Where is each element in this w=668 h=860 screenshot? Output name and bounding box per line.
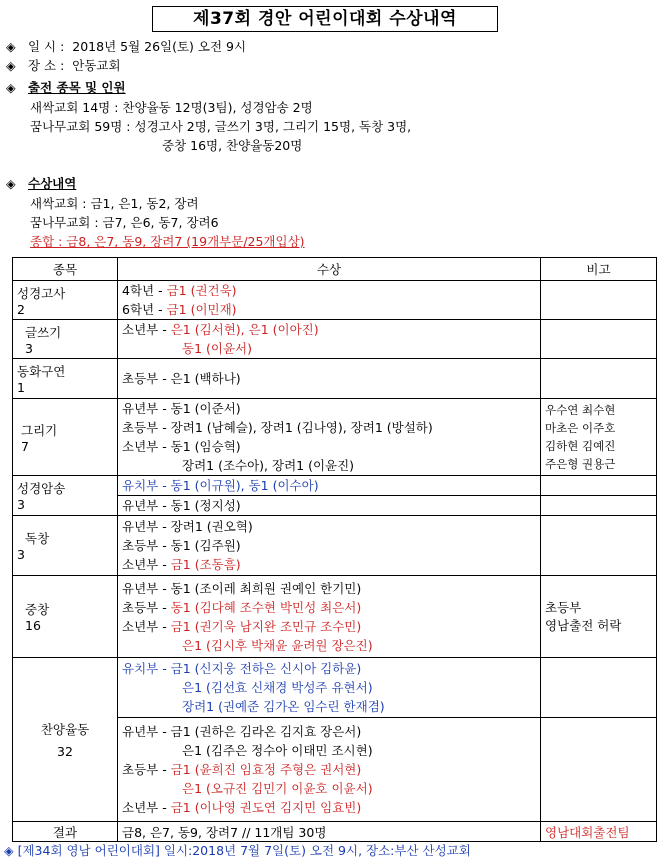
award-text: 은1 (김선효 신채경 박성주 유현서): [182, 680, 373, 695]
awards-cell: [118, 718, 541, 822]
award-text: 은1 (김시후 박채윤 윤려원 장은진): [182, 637, 373, 653]
category-count: 3: [17, 497, 25, 512]
table-row: [13, 822, 657, 842]
awards-cell: [118, 399, 541, 476]
diamond-bullet-icon: ◈: [6, 176, 16, 191]
award-prefix: 6학년 -: [122, 302, 167, 317]
note-cell: [541, 718, 657, 822]
footer-row: [4, 841, 471, 859]
category-count: 7: [21, 438, 29, 454]
diamond-bullet-icon: ◈: [4, 843, 14, 858]
award-text: 유치부 - 금1 (신지웅 전하은 신시아 김하윤): [122, 661, 362, 676]
award-text: 초등부 - 장려1 (남혜슬), 장려1 (김나영), 장려1 (방설하): [122, 420, 433, 435]
note-cell: [541, 496, 657, 516]
awards-cell: [118, 476, 541, 496]
category-name: 독창: [25, 531, 50, 546]
awards-cell: [118, 516, 541, 576]
table-row: [13, 576, 657, 658]
summary-line: 꿈나무교회 : 금7, 은6, 동7, 장려6: [30, 215, 219, 230]
award-text: 유년부 - 동1 (이준서): [122, 401, 241, 416]
diamond-bullet-icon: ◈: [6, 58, 16, 73]
note-cell: [541, 516, 657, 576]
awards-cell: [118, 496, 541, 516]
category-cell: [13, 399, 118, 476]
category-cell: [13, 658, 118, 822]
category-cell: [13, 320, 118, 359]
award-text: 초등부 - 은1 (백하나): [122, 371, 241, 386]
award-text: 금1 (이나영 권도연 김지민 임효빈): [170, 800, 362, 815]
result-text: 금8, 은7, 동9, 장려7 // 11개팀 30명: [118, 822, 541, 842]
award-prefix: 초등부 -: [122, 762, 171, 777]
table-row: [13, 399, 657, 476]
note-cell: [541, 359, 657, 399]
entries-line: 새싹교회 14명 : 찬양율동 12명(3팀), 성경암송 2명: [30, 100, 313, 115]
award-text: 금1 (윤희진 임효정 주형은 권서현): [170, 762, 362, 777]
award-text: 장려1 (조수아), 장려1 (이윤진): [182, 458, 355, 473]
entries-line: 꿈나무교회 59명 : 성경고사 2명, 글쓰기 3명, 그리기 15명, 독창 3명,: [30, 119, 412, 134]
award-text: 금1 (조동흠): [170, 557, 241, 572]
award-prefix: 소년부 -: [122, 557, 171, 572]
note-cell: [541, 658, 657, 718]
award-text: 금1 (권건욱): [166, 283, 237, 298]
category-count: 2: [17, 301, 25, 317]
header-category: 종목: [13, 258, 118, 281]
entries-heading: 출전 종목 및 인원: [28, 80, 126, 95]
summary-heading: 수상내역: [28, 176, 77, 191]
footer-text: [제34회 영남 어린이대회] 일시:2018년 7월 7일(토) 오전 9시, 장소:부산 산성교회: [17, 843, 471, 858]
category-cell: [13, 281, 118, 320]
category-name: 찬양율동: [40, 722, 90, 737]
award-text: 초등부 - 동1 (김주원): [122, 538, 241, 553]
date-row: [6, 38, 246, 55]
summary-total: 종합 : 금8, 은7, 동9, 장려7 (19개부문/25개입상): [30, 234, 305, 249]
note-line: 김하현 김예진: [545, 439, 616, 453]
page-title: 제37회 경안 어린이대회 수상내역: [152, 6, 498, 32]
award-text: 은1 (김서현), 은1 (이아진): [170, 322, 319, 337]
category-cell: [13, 576, 118, 658]
result-label: 결과: [13, 822, 118, 842]
result-note: 영남대회출전팀: [541, 822, 657, 842]
category-cell: [13, 516, 118, 576]
diamond-bullet-icon: ◈: [6, 80, 16, 95]
note-line: 마초은 이주호: [545, 421, 616, 435]
table-row: [13, 359, 657, 399]
category-count: 1: [17, 380, 25, 395]
awards-cell: [118, 281, 541, 320]
category-count: 32: [57, 744, 73, 759]
note-cell: [541, 281, 657, 320]
awards-table: [12, 257, 657, 842]
awards-cell: [118, 359, 541, 399]
diamond-bullet-icon: ◈: [6, 39, 16, 54]
table-row: [13, 476, 657, 496]
award-text: 은1 (김주은 정수아 이태민 조시현): [182, 743, 373, 758]
category-name: 그리기: [21, 422, 58, 438]
table-row: [13, 516, 657, 576]
note-line: 초등부: [545, 599, 582, 615]
award-text: 은1 (오규진 김민기 이윤호 이윤서): [182, 781, 373, 796]
header-note: 비고: [541, 258, 657, 281]
table-row: [13, 320, 657, 359]
category-count: 3: [25, 340, 33, 356]
note-line: 영남출전 허락: [545, 617, 622, 633]
award-prefix: 초등부 -: [122, 599, 171, 615]
category-cell: [13, 476, 118, 516]
summary-line: 새싹교회 : 금1, 은1, 동2, 장려: [30, 196, 199, 211]
award-prefix: 소년부 -: [122, 800, 171, 815]
award-text: 유년부 - 동1 (정지성): [122, 498, 241, 513]
entries-heading-row: [6, 79, 126, 96]
awards-cell: [118, 576, 541, 658]
note-cell: [541, 320, 657, 359]
place-row: [6, 57, 121, 74]
award-text: 유년부 - 금1 (권하은 김라온 김지효 장은서): [122, 724, 362, 739]
awards-cell: [118, 320, 541, 359]
award-text: 금1 (이민재): [166, 302, 237, 317]
place-label: 장 소 :: [28, 58, 65, 73]
award-text: 유치부 - 동1 (이규원), 동1 (이수아): [122, 478, 319, 493]
note-line: 우수연 최수현: [545, 403, 616, 417]
entries-line: 중창 16명, 찬양율동20명: [162, 138, 303, 153]
category-name: 글쓰기: [25, 324, 62, 340]
category-name: 성경고사: [17, 285, 66, 301]
award-text: 유년부 - 동1 (조이레 최희원 권예인 한기민): [122, 580, 362, 596]
summary-heading-row: [6, 175, 76, 192]
note-cell: [541, 399, 657, 476]
category-count: 16: [25, 618, 41, 633]
category-cell: [13, 359, 118, 399]
award-text: 유년부 - 장려1 (권오혁): [122, 519, 253, 534]
date-value: 2018년 5월 26일(토) 오전 9시: [72, 39, 247, 54]
category-name: 동화구연: [17, 364, 66, 379]
category-name: 성경암송: [17, 481, 66, 496]
award-text: 동1 (김다혜 조수현 박민성 최은서): [170, 599, 362, 615]
table-header-row: [13, 258, 657, 281]
note-line: 주은형 권용근: [545, 457, 616, 471]
award-text: 동1 (이윤서): [182, 341, 252, 356]
category-count: 3: [17, 547, 25, 562]
award-text: 장려1 (권예준 김가온 임수린 한재겸): [182, 699, 385, 714]
place-value: 안동교회: [72, 58, 121, 73]
category-name: 중창: [25, 602, 50, 617]
note-cell: [541, 576, 657, 658]
award-text: 금1 (권기욱 남지완 조민규 조수민): [170, 618, 362, 634]
note-cell: [541, 476, 657, 496]
award-prefix: 소년부 -: [122, 322, 171, 337]
awards-cell: [118, 658, 541, 718]
table-row: [13, 658, 657, 718]
header-awards: 수상: [118, 258, 541, 281]
award-prefix: 소년부 -: [122, 618, 171, 634]
award-prefix: 4학년 -: [122, 283, 167, 298]
table-row: [13, 281, 657, 320]
award-text: 소년부 - 동1 (임승혁): [122, 439, 241, 454]
date-label: 일 시 :: [28, 39, 65, 54]
